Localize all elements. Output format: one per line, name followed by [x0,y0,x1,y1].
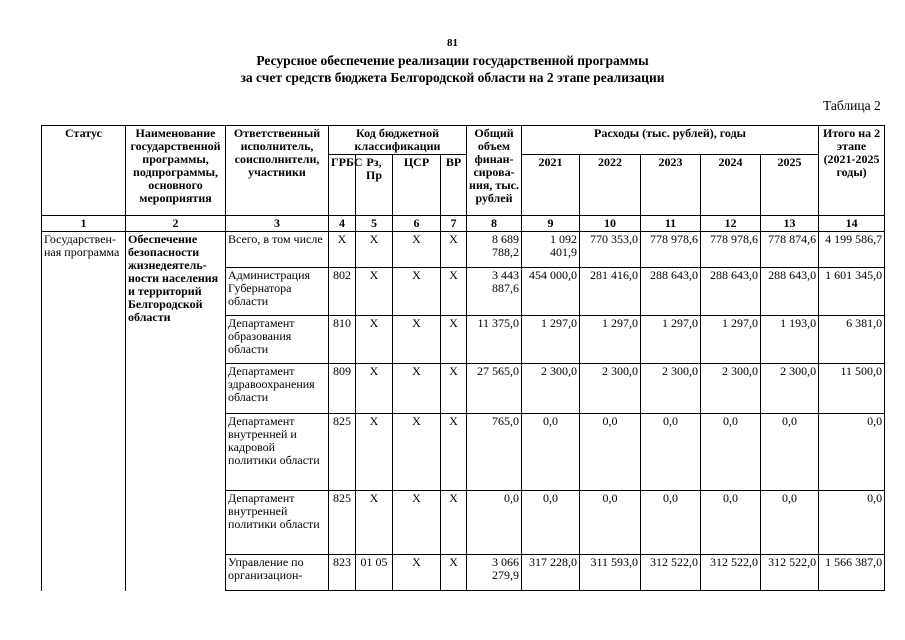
csr-cell: X [393,268,441,316]
year-2024-cell: 2 300,0 [701,364,761,414]
executor-cell: Всего, в том числе [226,232,329,268]
year-2023-cell: 778 978,6 [641,232,701,268]
column-number: 6 [393,216,441,232]
header-year-2023: 2023 [641,155,701,216]
header-total-volume: Общий объем финан-сирова-ния, тыс. рублей [467,126,522,216]
column-number: 12 [701,216,761,232]
column-number: 7 [441,216,467,232]
year-2022-cell: 281 416,0 [580,268,641,316]
csr-cell: X [393,232,441,268]
total-cell: 11 375,0 [467,316,522,364]
executor-cell: Департамент внутренней политики области [226,491,329,555]
year-2023-cell: 288 643,0 [641,268,701,316]
vr-cell: X [441,232,467,268]
program-name-cell: Обеспечение безопасности жизнедеятель-ности населения и территорий Белгородской области [126,232,226,591]
header-name: Наименование государственной программы, подпрограммы, основного мероприятия [126,126,226,216]
year-2021-cell: 1 297,0 [522,316,580,364]
grbs-cell: 825 [329,414,356,491]
rzpr-cell: X [356,232,393,268]
total-cell: 3 443 887,6 [467,268,522,316]
column-number-row [42,216,885,232]
column-number: 13 [761,216,819,232]
csr-cell: X [393,364,441,414]
year-2025-cell: 0,0 [761,491,819,555]
year-2021-cell: 317 228,0 [522,555,580,591]
executor-cell: Управление по организацион- [226,555,329,591]
rzpr-cell: X [356,364,393,414]
year-2023-cell: 312 522,0 [641,555,701,591]
year-2025-cell: 2 300,0 [761,364,819,414]
column-number: 14 [819,216,885,232]
column-number: 9 [522,216,580,232]
column-number: 5 [356,216,393,232]
year-2022-cell: 770 353,0 [580,232,641,268]
vr-cell: X [441,555,467,591]
executor-cell: Департамент здравоохранения области [226,364,329,414]
year-2022-cell: 1 297,0 [580,316,641,364]
vr-cell: X [441,316,467,364]
header-year-2022: 2022 [580,155,641,216]
grbs-cell: 809 [329,364,356,414]
total-cell: 8 689 788,2 [467,232,522,268]
header-year-2025: 2025 [761,155,819,216]
year-2023-cell: 1 297,0 [641,316,701,364]
grbs-cell: 810 [329,316,356,364]
page-number: 81 [447,37,458,49]
total-cell: 765,0 [467,414,522,491]
year-2024-cell: 1 297,0 [701,316,761,364]
grbs-cell: X [329,232,356,268]
rzpr-cell: X [356,268,393,316]
year-2021-cell: 0,0 [522,414,580,491]
table-label: Таблица 2 [823,98,881,113]
header-stage-total: Итого на 2 этапе (2021-2025 годы) [819,126,885,216]
header-executor: Ответственный исполнитель, соисполнители, участники [226,126,329,216]
stage-total-cell: 1 601 345,0 [819,268,885,316]
stage-total-cell: 6 381,0 [819,316,885,364]
year-2021-cell: 0,0 [522,491,580,555]
rzpr-cell: X [356,414,393,491]
grbs-cell: 823 [329,555,356,591]
grbs-cell: 825 [329,491,356,555]
header-vr: ВР [441,155,467,216]
document-subtitle: за счет средств бюджета Белгородской области на 2 этапе реализации [240,70,665,85]
column-number: 2 [126,216,226,232]
grbs-cell: 802 [329,268,356,316]
rzpr-cell: 01 05 [356,555,393,591]
header-grbs: ГРБС [329,155,356,216]
year-2023-cell: 2 300,0 [641,364,701,414]
total-cell: 3 066 279,9 [467,555,522,591]
vr-cell: X [441,364,467,414]
year-2025-cell: 312 522,0 [761,555,819,591]
year-2023-cell: 0,0 [641,491,701,555]
year-2024-cell: 312 522,0 [701,555,761,591]
executor-cell: Департамент внутренней и кадровой политики области [226,414,329,491]
rzpr-cell: X [356,316,393,364]
year-2024-cell: 778 978,6 [701,232,761,268]
column-number: 4 [329,216,356,232]
stage-total-cell: 4 199 586,7 [819,232,885,268]
stage-total-cell: 11 500,0 [819,364,885,414]
vr-cell: X [441,268,467,316]
year-2021-cell: 1 092 401,9 [522,232,580,268]
year-2021-cell: 2 300,0 [522,364,580,414]
year-2024-cell: 0,0 [701,491,761,555]
csr-cell: X [393,491,441,555]
year-2022-cell: 0,0 [580,414,641,491]
year-2025-cell: 778 874,6 [761,232,819,268]
column-number: 8 [467,216,522,232]
year-2025-cell: 0,0 [761,414,819,491]
document-title: Ресурсное обеспечение реализации государственной программы [256,53,649,68]
vr-cell: X [441,491,467,555]
rzpr-cell: X [356,491,393,555]
header-year-2024: 2024 [701,155,761,216]
column-number: 10 [580,216,641,232]
year-2023-cell: 0,0 [641,414,701,491]
year-2022-cell: 311 593,0 [580,555,641,591]
table-row [42,232,885,268]
csr-cell: X [393,555,441,591]
csr-cell: X [393,414,441,491]
year-2022-cell: 0,0 [580,491,641,555]
csr-cell: X [393,316,441,364]
year-2025-cell: 1 193,0 [761,316,819,364]
header-year-2021: 2021 [522,155,580,216]
header-expenses: Расходы (тыс. рублей), годы [522,126,819,155]
header-budget-code: Код бюджетной классификации [329,126,467,155]
stage-total-cell: 0,0 [819,491,885,555]
total-cell: 0,0 [467,491,522,555]
year-2022-cell: 2 300,0 [580,364,641,414]
year-2021-cell: 454 000,0 [522,268,580,316]
year-2024-cell: 0,0 [701,414,761,491]
header-status: Статус [42,126,126,216]
header-rzpr: Рз, Пр [356,155,393,216]
stage-total-cell: 0,0 [819,414,885,491]
executor-cell: Департамент образования области [226,316,329,364]
executor-cell: Администрация Губернатора области [226,268,329,316]
year-2025-cell: 288 643,0 [761,268,819,316]
column-number: 1 [42,216,126,232]
header-csr: ЦСР [393,155,441,216]
stage-total-cell: 1 566 387,0 [819,555,885,591]
column-number: 11 [641,216,701,232]
vr-cell: X [441,414,467,491]
status-cell: Государствен-ная программа [42,232,126,591]
total-cell: 27 565,0 [467,364,522,414]
column-number: 3 [226,216,329,232]
year-2024-cell: 288 643,0 [701,268,761,316]
resource-table [41,125,885,591]
